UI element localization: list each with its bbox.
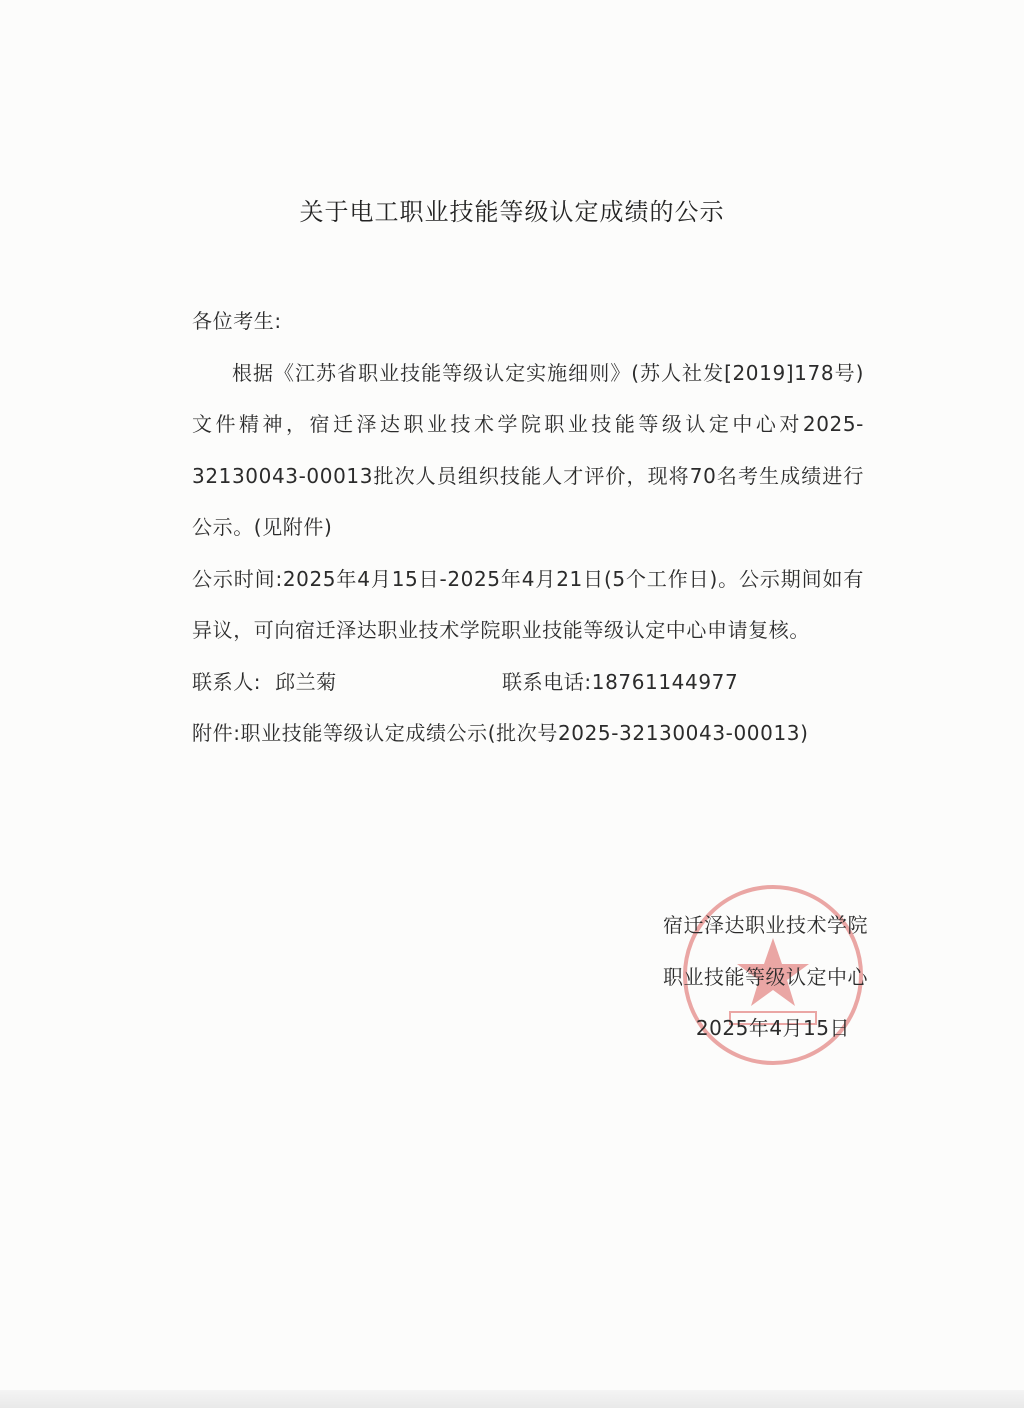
signature-org-line2: 职业技能等级认定中心	[663, 964, 868, 989]
scan-edge	[0, 1390, 1024, 1408]
paragraph-notice-period: 公示时间:2025年4月15日-2025年4月21日(5个工作日)。公示期间如有异议，可向宿迁泽达职业技术学院职业技能等级认定中心申请复核。	[192, 566, 864, 642]
signature-org-line1: 宿迁泽达职业技术学院	[663, 913, 868, 937]
contact-phone: 联系电话:18761144977	[502, 669, 739, 694]
signature-date: 2025年4月15日	[695, 1016, 850, 1040]
document-title: 关于电工职业技能等级认定成绩的公示	[299, 198, 725, 226]
document-body	[192, 296, 864, 760]
attachment-note: 附件:职业技能等级认定成绩公示(批次号2025-32130043-00013)	[192, 721, 809, 745]
signature-block	[600, 900, 868, 1055]
salutation: 各位考生:	[192, 309, 282, 333]
contact-person: 联系人: 邱兰菊	[192, 669, 337, 694]
contact-row	[192, 657, 864, 709]
paragraph-basis: 根据《江苏省职业技能等级认定实施细则》(苏人社发[2019]178号)文件精神，宿迁泽达职业技术学院职业技能等级认定中心对2025-32130043-00013批次人员组织技能人才评价，现将70名考生成绩进行公示。(见附件)	[192, 360, 864, 539]
